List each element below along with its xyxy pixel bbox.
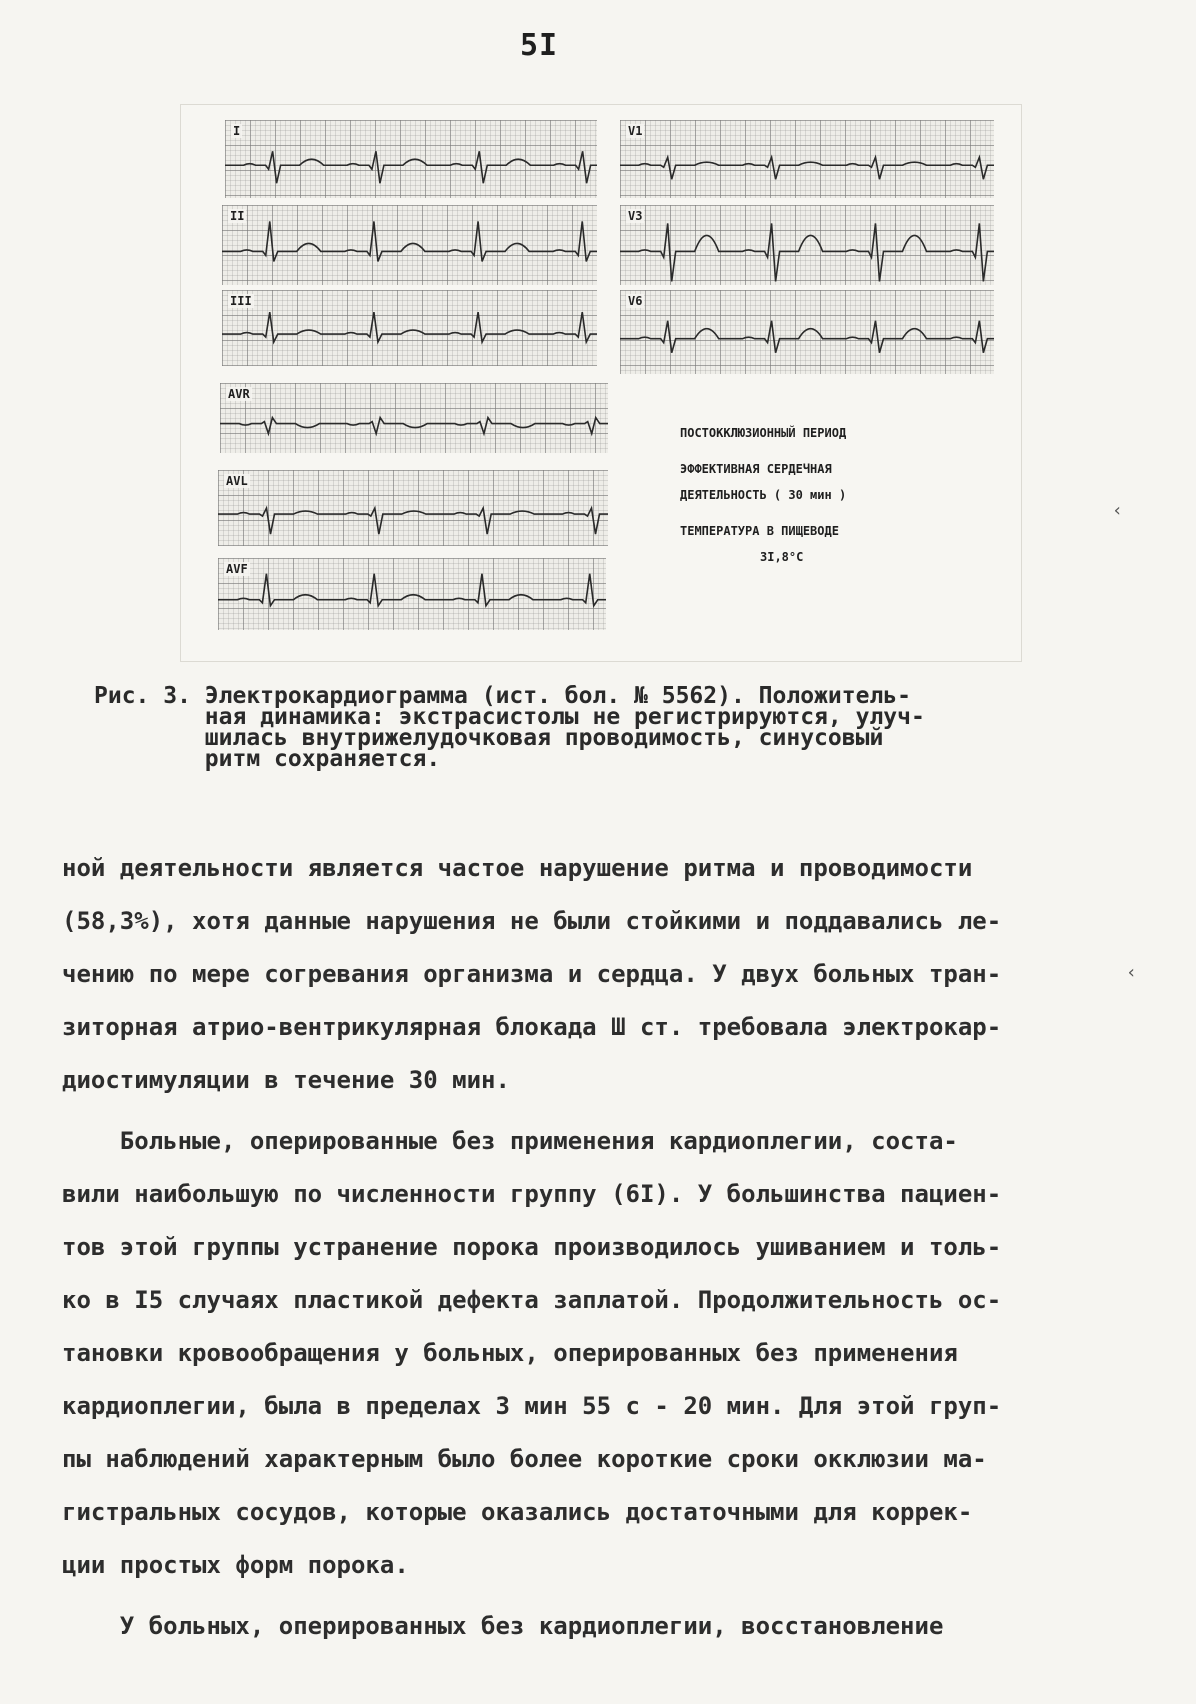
lead-label-v3: V3 bbox=[628, 209, 643, 223]
ecg-note-temp-value: 3I,8°C bbox=[760, 550, 804, 564]
ecg-waveform bbox=[620, 157, 994, 179]
ecg-strip-lead-v3 bbox=[620, 205, 994, 285]
ecg-waveform bbox=[222, 221, 597, 261]
lead-label-v1: V1 bbox=[628, 124, 643, 138]
ecg-waveform bbox=[218, 574, 606, 606]
ecg-trace bbox=[222, 290, 597, 366]
caption-line: шилась внутрижелудочковая проводимость, синусовый bbox=[94, 725, 884, 751]
text-line: Больные, оперированные без применения кардиоплегии, соста- bbox=[62, 1127, 958, 1155]
lead-label-iii: III bbox=[230, 294, 252, 308]
ecg-strip-lead-i bbox=[225, 120, 597, 198]
scan-mark: ‹ bbox=[1126, 962, 1137, 983]
caption-line: ная динамика: экстрасистолы не регистрируются, улуч- bbox=[94, 704, 925, 730]
ecg-strip-lead-v6 bbox=[620, 290, 994, 374]
page-number: 5I bbox=[520, 28, 559, 63]
text-line: ной деятельности является частое нарушение ритма и проводимости bbox=[62, 854, 973, 882]
scan-mark: ‹ bbox=[1112, 500, 1123, 521]
lead-label-ii: II bbox=[230, 209, 245, 223]
ecg-waveform bbox=[222, 312, 597, 342]
ecg-trace bbox=[222, 205, 597, 285]
text-line: чению по мере согревания организма и сердца. У двух больных тран- bbox=[62, 960, 1002, 988]
ecg-trace bbox=[620, 205, 994, 285]
text-line: гистральных сосудов, которые оказались достаточными для коррек- bbox=[62, 1498, 973, 1526]
ecg-waveform bbox=[225, 151, 597, 183]
text-line: тановки кровообращения у больных, оперированных без применения bbox=[62, 1339, 958, 1367]
ecg-trace bbox=[218, 558, 606, 630]
ecg-strip-lead-avl bbox=[218, 470, 608, 546]
ecg-trace bbox=[620, 120, 994, 198]
body-text bbox=[62, 842, 1122, 1653]
ecg-trace bbox=[225, 120, 597, 198]
text-line: вили наибольшую по численности группу (6I). У большинства пациен- bbox=[62, 1180, 1002, 1208]
ecg-strip-lead-ii bbox=[222, 205, 597, 285]
caption-line: ритм сохраняется. bbox=[94, 746, 441, 772]
lead-label-avl: AVL bbox=[226, 474, 248, 488]
text-line: (58,3%), хотя данные нарушения не были стойкими и поддавались ле- bbox=[62, 907, 1002, 935]
ecg-waveform bbox=[218, 508, 608, 534]
ecg-note-activity-2: ДЕЯТЕЛЬНОСТЬ ( 30 мин ) bbox=[680, 488, 847, 502]
lead-label-avr: AVR bbox=[228, 387, 250, 401]
text-line: диостимуляции в течение 30 мин. bbox=[62, 1066, 510, 1094]
ecg-strip-lead-avf bbox=[218, 558, 606, 630]
ecg-note-activity-1: ЭФФЕКТИВНАЯ СЕРДЕЧНАЯ bbox=[680, 462, 832, 476]
ecg-trace bbox=[620, 290, 994, 374]
figure-caption bbox=[94, 683, 1074, 772]
lead-label-i: I bbox=[233, 124, 241, 138]
ecg-strip-lead-iii bbox=[222, 290, 597, 366]
ecg-waveform bbox=[220, 418, 608, 434]
ecg-trace bbox=[218, 470, 608, 546]
ecg-note-period: ПОСТОККЛЮЗИОННЫЙ ПЕРИОД bbox=[680, 426, 847, 440]
ecg-strip-lead-avr bbox=[220, 383, 608, 453]
text-line: ко в I5 случаях пластикой дефекта заплатой. Продолжительность ос- bbox=[62, 1286, 1002, 1314]
ecg-waveform bbox=[620, 223, 994, 281]
ecg-trace bbox=[220, 383, 608, 453]
ecg-note-temp-label: ТЕМПЕРАТУРА В ПИЩЕВОДЕ bbox=[680, 524, 839, 538]
text-line: кардиоплегии, была в пределах 3 мин 55 с - 20 мин. Для этой груп- bbox=[62, 1392, 1002, 1420]
lead-label-avf: AVF bbox=[226, 562, 248, 576]
ecg-strip-lead-v1 bbox=[620, 120, 994, 198]
caption-line: Рис. 3. Электрокардиограмма (ист. бол. № 5562). Положитель- bbox=[94, 683, 911, 709]
lead-label-v6: V6 bbox=[628, 294, 643, 308]
text-line: тов этой группы устранение порока производилось ушиванием и толь- bbox=[62, 1233, 1002, 1261]
text-line: У больных, оперированных без кардиоплегии, восстановление bbox=[62, 1612, 944, 1640]
text-line: ции простых форм порока. bbox=[62, 1551, 409, 1579]
ecg-waveform bbox=[620, 321, 994, 353]
text-line: пы наблюдений характерным было более короткие сроки окклюзии ма- bbox=[62, 1445, 987, 1473]
text-line: зиторная атрио-вентрикулярная блокада Ш ст. требовала электрокар- bbox=[62, 1013, 1002, 1041]
ecg-notes bbox=[680, 420, 980, 570]
